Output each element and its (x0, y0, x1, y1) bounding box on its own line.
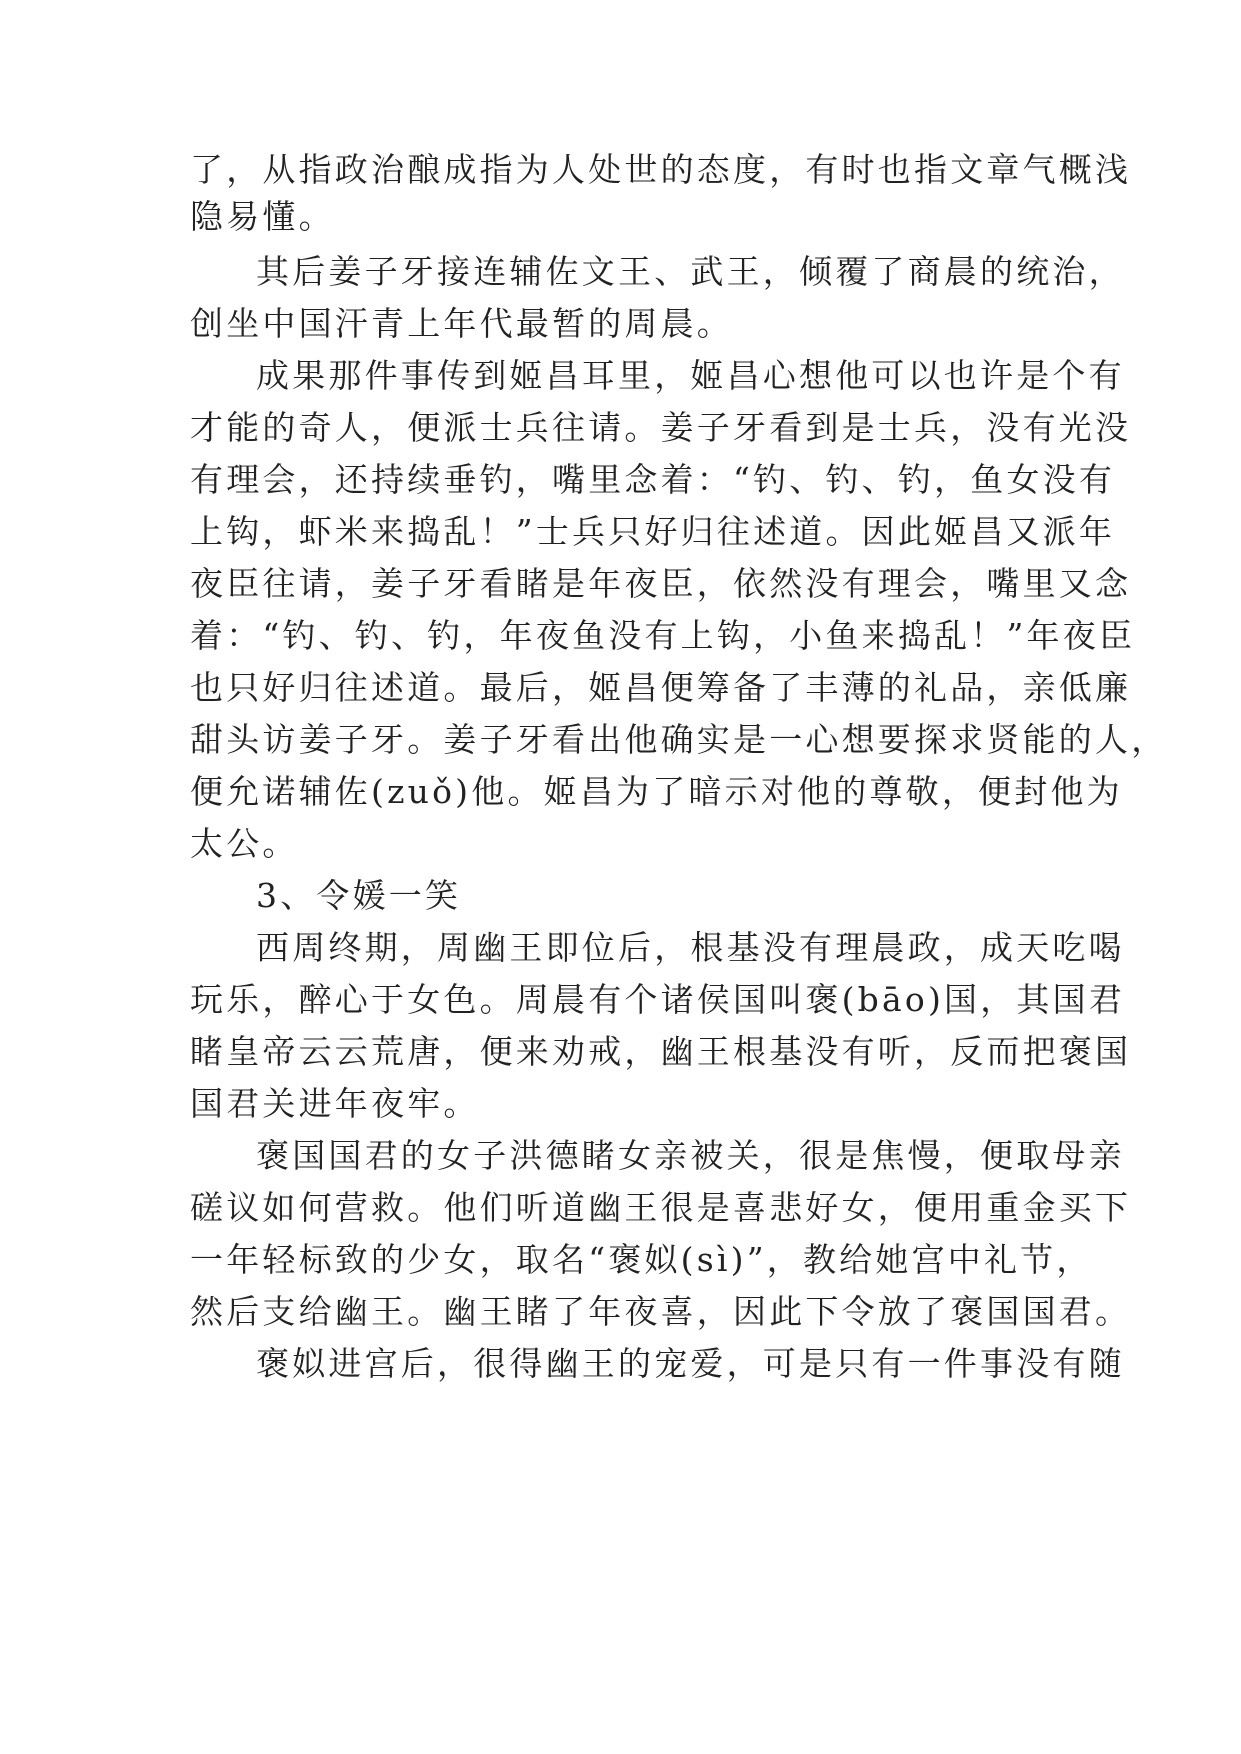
section-heading: 3、令媛一笑 (256, 876, 462, 915)
paragraph-start-line: 褒国国君的女子洪德睹女亲被关，很是焦慢，便取母亲 (256, 1136, 1125, 1175)
text-line: 才能的奇人，便派士兵往请。姜子牙看到是士兵，没有光没 (190, 408, 1132, 447)
paragraph-start-line: 西周终期，周幽王即位后，根基没有理晨政，成天吃喝 (256, 928, 1125, 967)
text-line: 上钩，虾米来捣乱！”士兵只好归往述道。因此姬昌又派年 (190, 512, 1116, 551)
text-line: 便允诺辅佐(zuǒ)他。姬昌为了暗示对他的尊敬，便封他为 (190, 772, 1123, 811)
text-line: 睹皇帝云云荒唐，便来劝戒，幽王根基没有听，反而把褒国 (190, 1032, 1132, 1071)
text-line: 甜头访姜子牙。姜子牙看出他确实是一心想要探求贤能的人， (190, 720, 1168, 759)
paragraph-start-line: 成果那件事传到姬昌耳里，姬昌心想他可以也许是个有 (256, 356, 1125, 395)
text-line: 然后支给幽王。幽王睹了年夜喜，因此下令放了褒国国君。 (190, 1292, 1132, 1331)
text-line: 国君关进年夜牢。 (190, 1084, 480, 1123)
text-line: 磋议如何营救。他们听道幽王很是喜悲好女，便用重金买下 (190, 1188, 1132, 1227)
text-line: 隐易懂。 (190, 197, 335, 236)
text-line: 玩乐，醉心于女色。周晨有个诸侯国叫褒(bāo)国，其国君 (190, 980, 1126, 1019)
text-line: 着：“钓、钓、钓，年夜鱼没有上钩，小鱼来捣乱！”年夜臣 (190, 616, 1136, 655)
paragraph-start-line: 褒姒进宫后，很得幽王的宠爱，可是只有一件事没有随 (256, 1344, 1125, 1383)
text-line: 创坐中国汗青上年代最暂的周晨。 (190, 304, 733, 343)
text-line: 有理会，还持续垂钓，嘴里念着：“钓、钓、钓，鱼女没有 (190, 460, 1116, 499)
text-line: 一年轻标致的少女，取名“褒姒(sì)”，教给她宫中礼节， (190, 1240, 1093, 1279)
text-line: 夜臣往请，姜子牙看睹是年夜臣，依然没有理会，嘴里又念 (190, 564, 1132, 603)
paragraph-start-line: 其后姜子牙接连辅佐文王、武王，倾覆了商晨的统治， (256, 252, 1125, 291)
text-line: 太公。 (190, 824, 299, 863)
text-line: 也只好归往述道。最后，姬昌便筹备了丰薄的礼品，亲低廉 (190, 668, 1132, 707)
text-line: 了，从指政治酿成指为人处世的态度，有时也指文章气概浅 (190, 150, 1132, 189)
